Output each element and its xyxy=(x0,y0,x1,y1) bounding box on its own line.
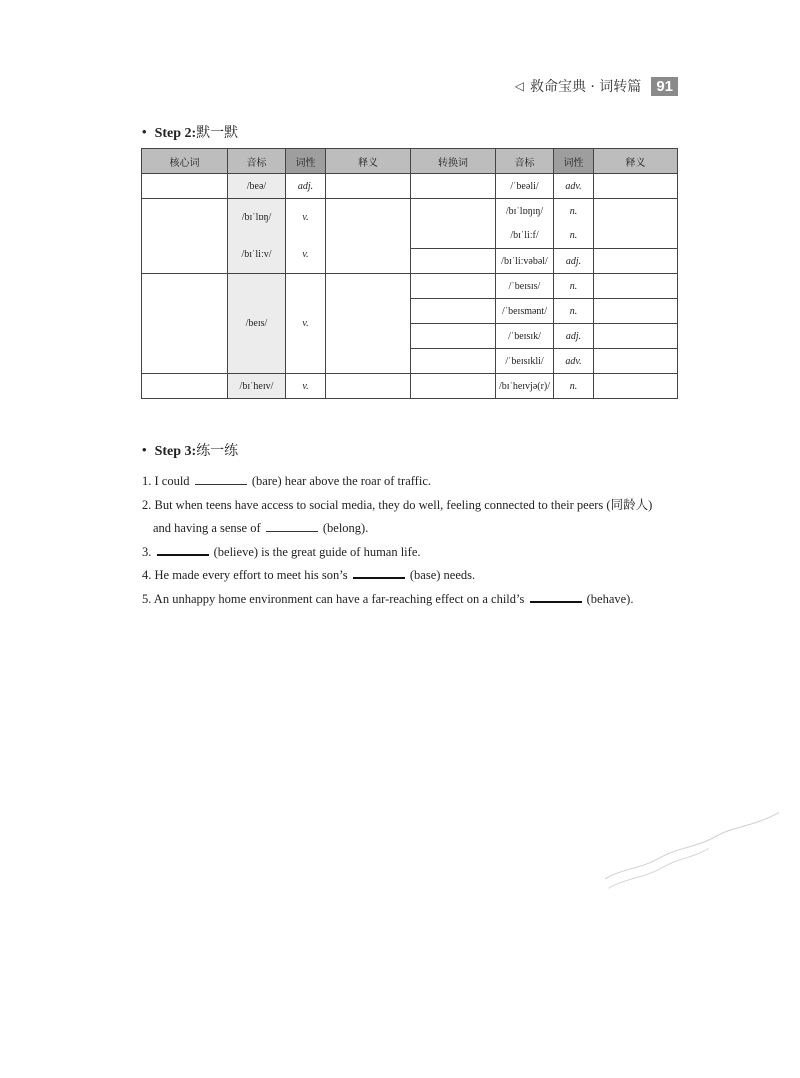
part-of-speech: n. xyxy=(554,299,594,324)
phonetic: /ˈbeəli/ xyxy=(496,174,554,199)
meaning-blank[interactable] xyxy=(594,274,678,299)
word-table xyxy=(141,148,678,399)
derived-word-blank[interactable] xyxy=(411,324,496,349)
phonetic: /ˈbeɪsmənt/ xyxy=(496,299,554,324)
exercise-item: 5. An unhappy home environment can have a far-reaching effect on a child’s (behave). xyxy=(142,588,682,612)
core-word-blank[interactable] xyxy=(142,174,228,199)
watermark xyxy=(600,805,798,896)
col-header: 词性 xyxy=(554,149,594,174)
core-word-blank[interactable] xyxy=(142,199,228,274)
triangle-left-icon: ◁ xyxy=(514,79,524,93)
meaning-blank[interactable] xyxy=(594,374,678,399)
meaning-blank[interactable] xyxy=(594,349,678,374)
col-header: 词性 xyxy=(286,149,326,174)
meaning-blank[interactable] xyxy=(326,174,411,199)
table-row xyxy=(142,199,678,249)
meaning-blank[interactable] xyxy=(326,374,411,399)
phonetic: /bɪˈheɪv/ xyxy=(228,374,286,399)
step3-label: Step 3 xyxy=(154,444,192,459)
header-title: 救命宝典 · 词转篇 xyxy=(529,79,642,95)
derived-word-blank[interactable] xyxy=(411,349,496,374)
step3-cn: 练一练 xyxy=(196,443,239,459)
phonetic: /bɪˈheɪvjə(r)/ xyxy=(496,374,554,399)
exercise-item-continued: and having a sense of (belong). xyxy=(153,521,369,535)
phonetic: /ˈbeɪsɪs/ xyxy=(496,274,554,299)
col-header: 音标 xyxy=(228,149,286,174)
phonetic-stack: /bɪˈlɒŋ/ /bɪˈliːv/ xyxy=(228,199,286,274)
part-of-speech: adj. xyxy=(554,324,594,349)
meaning-blank[interactable] xyxy=(594,299,678,324)
part-of-speech: v. xyxy=(286,374,326,399)
col-header: 释义 xyxy=(594,149,678,174)
core-word-blank[interactable] xyxy=(142,374,228,399)
derived-word-blank[interactable] xyxy=(411,374,496,399)
phonetic-stack: /bɪˈlɒŋɪŋ/ /bɪˈliːf/ xyxy=(496,199,554,249)
part-of-speech: n. xyxy=(554,374,594,399)
derived-word-blank[interactable] xyxy=(411,174,496,199)
phonetic: /beɪs/ xyxy=(228,274,286,374)
exercise-list xyxy=(142,470,682,611)
meaning-blank[interactable] xyxy=(594,199,678,249)
part-of-speech-stack: n. n. xyxy=(554,199,594,249)
bullet-icon: • xyxy=(142,124,147,139)
answer-blank[interactable] xyxy=(266,519,318,532)
step2-cn: 默一默 xyxy=(196,125,239,141)
derived-word-blank[interactable] xyxy=(411,199,496,249)
part-of-speech: n. xyxy=(554,274,594,299)
phonetic: /ˈbeɪsɪk/ xyxy=(496,324,554,349)
exercise-item: 2. But when teens have access to social media, they do well, feeling connected to their peers (同龄人) xyxy=(142,497,653,512)
meaning-blank[interactable] xyxy=(594,324,678,349)
exercise-item: 1. I could (bare) hear above the roar of traffic. xyxy=(142,474,431,488)
col-header: 释义 xyxy=(326,149,411,174)
table-header-row xyxy=(142,149,678,174)
exercise-item: 4. He made every effort to meet his son’s (base) needs. xyxy=(142,564,682,588)
meaning-blank[interactable] xyxy=(326,199,411,274)
col-header: 转换词 xyxy=(411,149,496,174)
step2-label: Step 2 xyxy=(154,126,192,141)
part-of-speech-stack: v. v. xyxy=(286,199,326,274)
part-of-speech: adv. xyxy=(554,174,594,199)
meaning-blank[interactable] xyxy=(594,174,678,199)
meaning-blank[interactable] xyxy=(326,274,411,374)
watermark-scribble xyxy=(600,808,787,893)
derived-word-blank[interactable] xyxy=(411,299,496,324)
table-row xyxy=(142,274,678,299)
phonetic: /beə/ xyxy=(228,174,286,199)
answer-blank[interactable] xyxy=(353,565,405,579)
table-row xyxy=(142,374,678,399)
page-header xyxy=(515,76,678,96)
phonetic: /bɪˈliːvəbəl/ xyxy=(496,249,554,274)
part-of-speech: v. xyxy=(286,274,326,374)
table-row xyxy=(142,174,678,199)
step3-heading: • Step 3:练一练 xyxy=(142,442,239,459)
step2-heading: • Step 2:默一默 xyxy=(142,124,239,141)
part-of-speech: adv. xyxy=(554,349,594,374)
col-header: 音标 xyxy=(496,149,554,174)
part-of-speech: adj. xyxy=(554,249,594,274)
derived-word-blank[interactable] xyxy=(411,274,496,299)
phonetic: /ˈbeɪsɪkli/ xyxy=(496,349,554,374)
meaning-blank[interactable] xyxy=(594,249,678,274)
answer-blank[interactable] xyxy=(530,589,582,603)
answer-blank[interactable] xyxy=(157,542,209,556)
exercise-item: 3. (believe) is the great guide of human life. xyxy=(142,541,682,565)
bullet-icon: • xyxy=(142,442,147,457)
col-header: 核心词 xyxy=(142,149,228,174)
answer-blank[interactable] xyxy=(195,472,247,485)
core-word-blank[interactable] xyxy=(142,274,228,374)
derived-word-blank[interactable] xyxy=(411,249,496,274)
part-of-speech: adj. xyxy=(286,174,326,199)
page-number: 91 xyxy=(651,77,678,96)
